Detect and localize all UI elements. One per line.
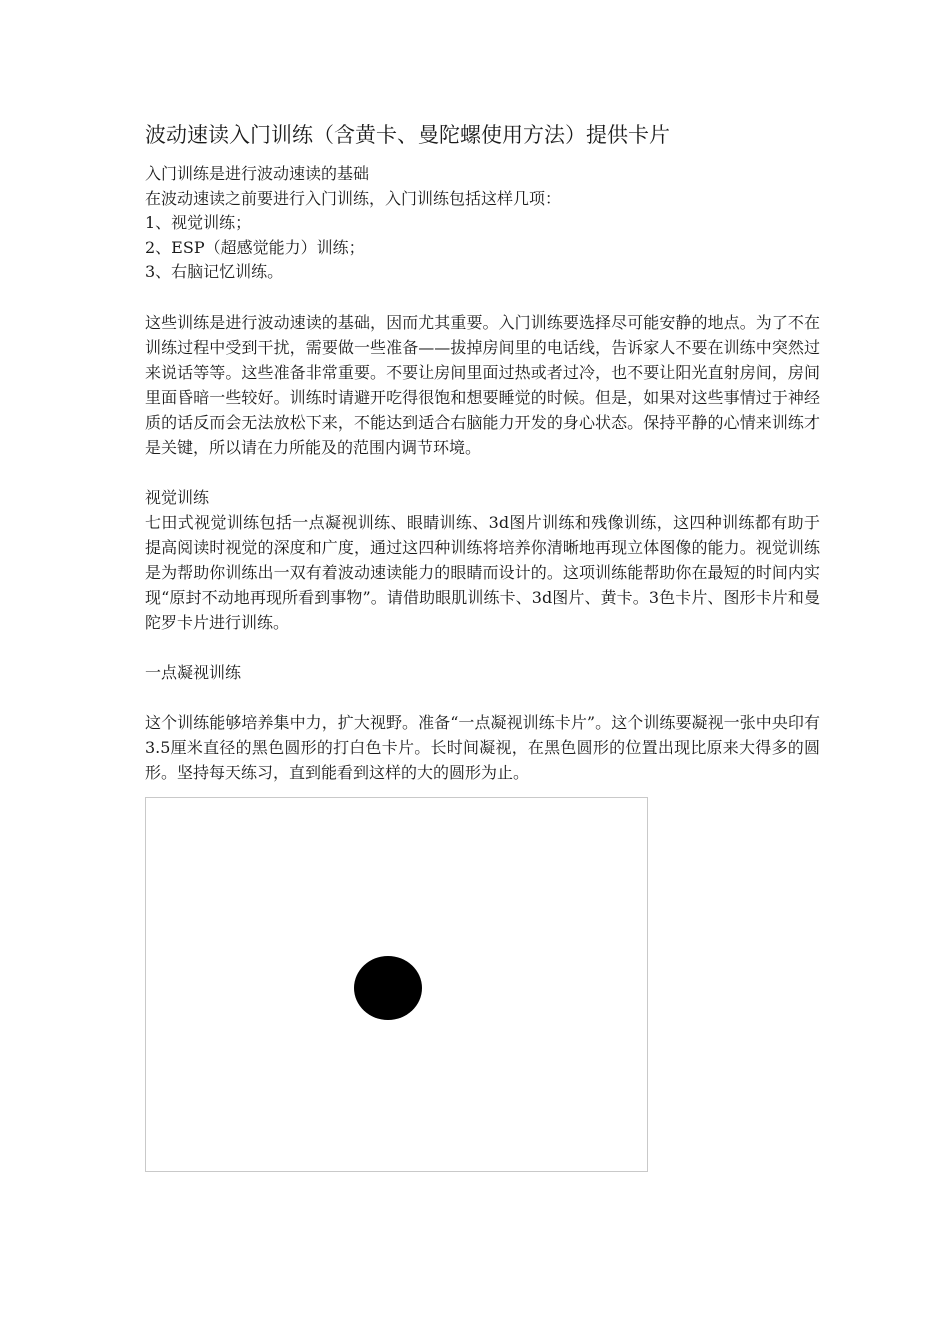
document-title: 波动速读入门训练（含黄卡、曼陀螺使用方法）提供卡片 — [145, 123, 670, 147]
document-page — [145, 118, 820, 1172]
focus-card-image — [145, 797, 648, 1172]
spacer — [145, 285, 820, 310]
intro-list-item: 1、视觉训练； — [145, 213, 252, 232]
intro-line-2: 在波动速读之前要进行入门训练，入门训练包括这样几项： — [145, 188, 562, 208]
focus-card-svg — [146, 798, 647, 1171]
focus-training-heading: 一点凝视训练 — [145, 662, 242, 682]
spacer — [145, 635, 820, 660]
intro-list-item: 2、ESP（超感觉能力）训练； — [145, 237, 365, 257]
visual-training-paragraph: 七田式视觉训练包括一点凝视训练、眼睛训练、3d图片训练和残像训练，这四种训练都有助于提高阅读时视觉的深度和广度，通过这四种训练将培养你清晰地再现立体图像的能力。视觉训练是为帮助你训练出一双有着波动速读能力的眼睛而设计的。这项训练能帮助你在最短的时间内实现“原封不动地再现所看到事物”。请借助眼肌训练卡、3d图片、黄卡。3色卡片、图形卡片和曼陀罗卡片进行训练。 — [145, 512, 820, 632]
spacer — [145, 460, 820, 485]
intro-list-item: 3、右脑记忆训练。 — [145, 262, 284, 281]
preparation-paragraph: 这些训练是进行波动速读的基础，因而尤其重要。入门训练要选择尽可能安静的地点。为了不在训练过程中受到干扰，需要做一些准备——拔掉房间里的电话线，告诉家人不要在训练中突然过来说话等等。这些准备非常重要。不要让房间里面过热或者过冷，也不要让阳光直射房间，房间里面昏暗一些较好。训练时请避开吃得很饱和想要睡觉的时候。但是，如果对这些事情过于神经质的话反而会无法放松下来，不能达到适合右脑能力开发的身心状态。保持平静的心情来训练才是关键，所以请在力所能及的范围内调节环境。 — [145, 312, 820, 457]
visual-training-heading: 视觉训练 — [145, 487, 210, 507]
black-dot — [354, 956, 422, 1020]
intro-line-1: 入门训练是进行波动速读的基础 — [145, 164, 370, 183]
focus-training-paragraph: 这个训练能够培养集中力，扩大视野。准备“一点凝视训练卡片”。这个训练要凝视一张中央印有3.5厘米直径的黑色圆形的打白色卡片。长时间凝视，在黑色圆形的位置出现比原来大得多的圆形。坚持每天练习，直到能看到这样的大的圆形为止。 — [145, 712, 820, 782]
spacer — [145, 685, 820, 710]
